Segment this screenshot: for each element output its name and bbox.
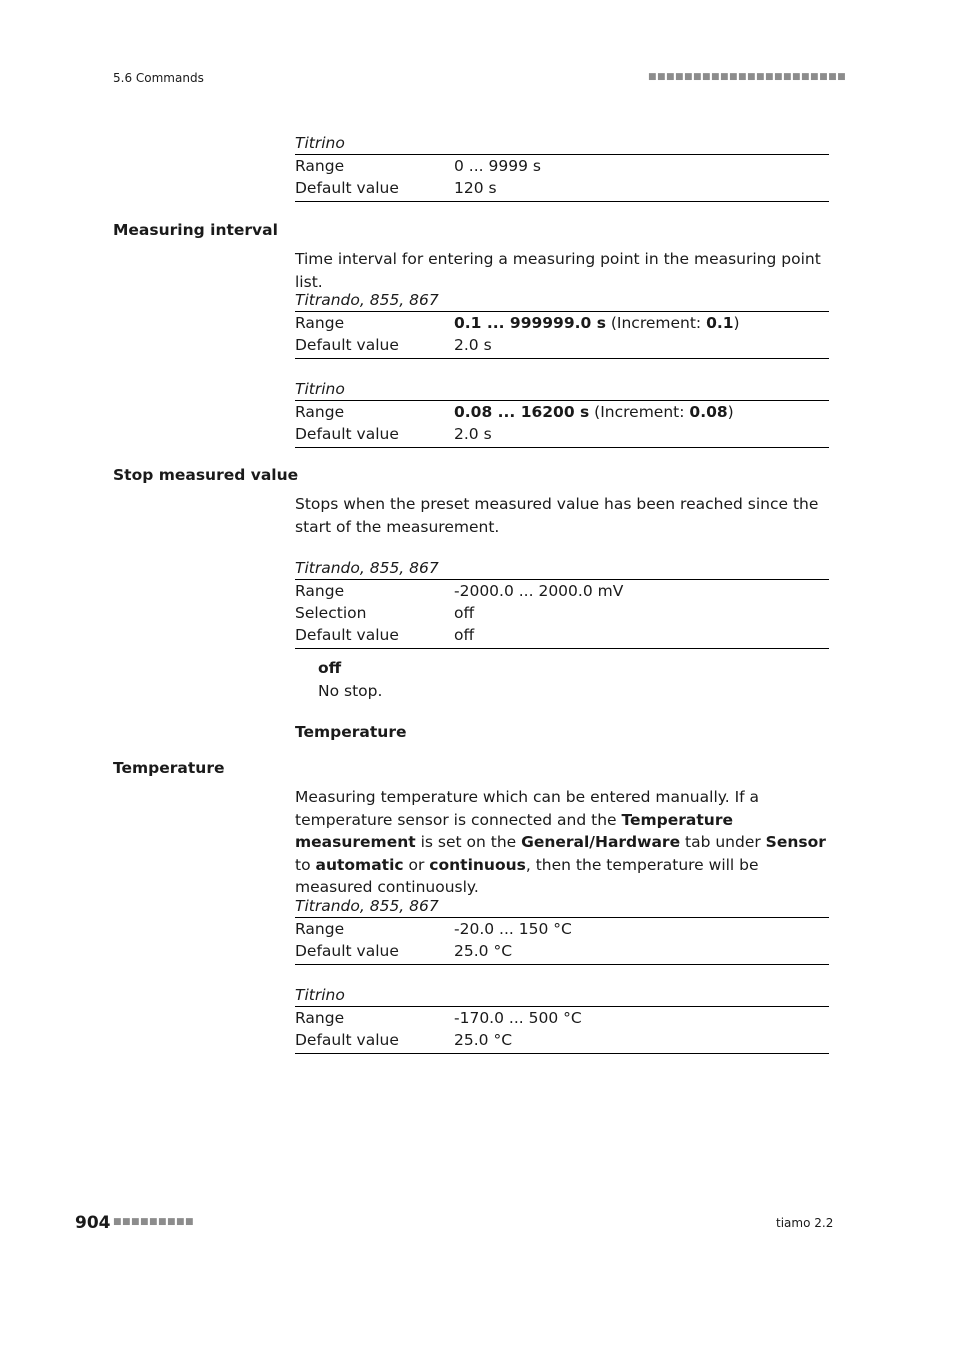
row-value: 25.0 °C: [454, 942, 513, 960]
table-row: [295, 602, 829, 624]
increment-open: (Increment:: [605, 314, 707, 332]
row-label: Range: [295, 920, 345, 938]
desc-text: to: [295, 855, 316, 874]
table-row: [295, 334, 829, 356]
row-value: -2000.0 ... 2000.0 mV: [454, 582, 624, 600]
row-value: [454, 312, 740, 334]
increment-close: ): [727, 403, 734, 421]
row-label: Default value: [295, 942, 399, 960]
desc-text: , then the temperature will be measured continuously.: [295, 855, 759, 896]
row-label: Default value: [295, 425, 399, 443]
row-label: Default value: [295, 336, 399, 354]
option-name: off: [318, 659, 342, 677]
param-table-temperature-titrino: [295, 984, 829, 1054]
desc-bold: Sensor: [765, 833, 826, 851]
row-value: 2.0 s: [454, 336, 492, 354]
desc-bold: General/Hardware: [521, 833, 681, 851]
row-label: Default value: [295, 179, 399, 197]
desc-text: or: [403, 855, 430, 874]
row-label: Range: [295, 157, 345, 175]
row-value: off: [454, 604, 475, 622]
desc-text: is set on the: [415, 833, 522, 851]
row-label: Range: [295, 403, 345, 421]
row-label: Default value: [295, 626, 399, 644]
increment-value: 0.1: [706, 314, 734, 332]
increment-open: (Increment:: [589, 403, 690, 421]
page-number: 904: [75, 1213, 111, 1233]
desc-bold: Temperature measurement: [295, 810, 733, 851]
measuring-interval-description: Time interval for entering a measuring point in the measuring point list.: [295, 250, 821, 291]
increment-close: ): [733, 314, 740, 332]
footer-decoration: ■■■■■■■■■: [113, 1217, 195, 1227]
param-table-temperature-titrando: [295, 895, 829, 965]
table-caption: Titrando, 855, 867: [295, 291, 439, 309]
option-description: No stop.: [318, 682, 383, 700]
table-row: [295, 1029, 829, 1051]
row-value: [454, 401, 734, 423]
table-caption: Titrando, 855, 867: [295, 559, 439, 577]
param-table-titrino-top: [295, 132, 829, 202]
table-row: [295, 1007, 829, 1029]
table-row: [295, 155, 829, 177]
table-row: [295, 580, 829, 602]
row-value: 120 s: [454, 179, 497, 197]
param-table-stop-measured-value: [295, 557, 829, 649]
row-value: off: [454, 626, 475, 644]
table-row: [295, 312, 829, 334]
row-label: Default value: [295, 1031, 399, 1049]
measuring-interval-heading: Measuring interval: [113, 221, 278, 239]
table-row: [295, 423, 829, 445]
range-value: 0.08 ... 16200 s: [454, 403, 590, 421]
table-row: [295, 940, 829, 962]
row-label: Range: [295, 582, 345, 600]
desc-bold: continuous: [429, 855, 526, 874]
row-value: 25.0 °C: [454, 1031, 513, 1049]
table-caption: Titrino: [295, 380, 345, 398]
row-label: Selection: [295, 604, 367, 622]
stop-measured-value-heading: Stop measured value: [113, 466, 299, 484]
header-decoration: ■■■■■■■■■■■■■■■■■■■■■■: [648, 72, 847, 82]
row-label: Range: [295, 1009, 345, 1027]
row-label: Range: [295, 314, 345, 332]
table-row: [295, 401, 829, 423]
stop-measured-value-description: Stops when the preset measured value has been reached since the start of the measurement.: [295, 495, 819, 536]
row-value: 0 ... 9999 s: [454, 157, 541, 175]
table-row: [295, 624, 829, 646]
table-caption: Titrando, 855, 867: [295, 897, 439, 915]
temperature-group-heading: Temperature: [295, 723, 407, 741]
row-value: 2.0 s: [454, 425, 492, 443]
param-table-measuring-interval-titrino: [295, 378, 829, 448]
row-value: -170.0 ... 500 °C: [454, 1009, 582, 1027]
increment-value: 0.08: [689, 403, 728, 421]
product-name: tiamo 2.2: [776, 1216, 834, 1230]
range-value: 0.1 ... 999999.0 s: [454, 314, 606, 332]
desc-text: Measuring temperature which can be entered manually. If a temperature sensor is connected and the: [295, 788, 760, 829]
row-value: -20.0 ... 150 °C: [454, 920, 572, 938]
table-caption: Titrino: [295, 986, 345, 1004]
desc-text: tab under: [680, 833, 766, 851]
table-caption: Titrino: [295, 134, 345, 152]
temperature-description: [295, 786, 830, 899]
table-row: [295, 177, 829, 199]
table-row: [295, 918, 829, 940]
param-table-measuring-interval-titrando: [295, 289, 829, 359]
desc-bold: automatic: [315, 855, 404, 874]
temperature-heading: Temperature: [113, 759, 225, 777]
section-title: 5.6 Commands: [113, 71, 204, 85]
